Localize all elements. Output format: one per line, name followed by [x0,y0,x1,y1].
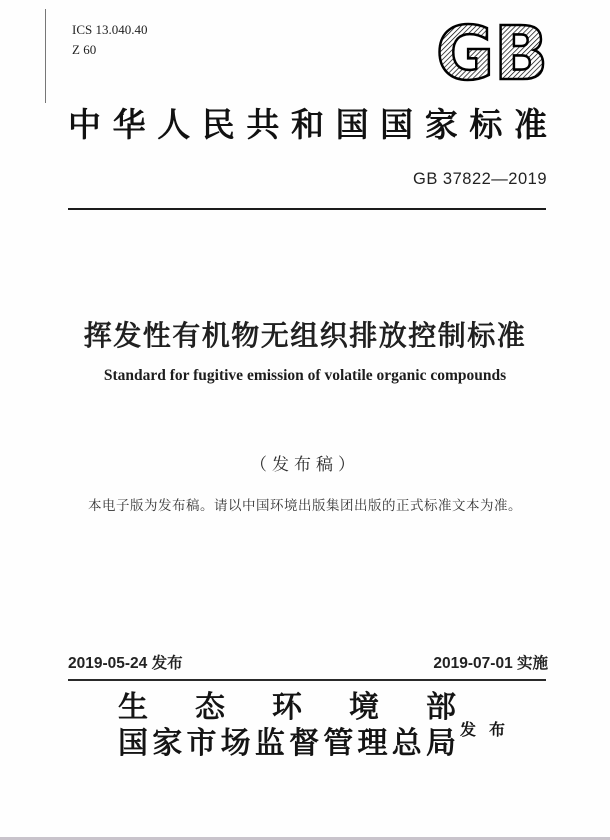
standard-title-chinese: 挥发性有机物无组织排放控制标准 [83,320,527,351]
issuing-authorities [118,690,456,762]
scan-artifact-line [45,9,46,103]
issuer-ministry-ecology: 生 态 环 境 部 [118,691,456,724]
ics-code: ICS 13.040.40 [72,22,148,37]
ics-classification [72,20,147,59]
footer-divider-line [68,679,546,681]
standard-number: GB 37822—2019 [412,170,547,188]
dates-row [68,651,548,673]
implementation-date: 2019-07-01 实施 [433,655,548,672]
issue-date: 2019-05-24 发布 [68,655,183,672]
standard-title-english: Standard for fugitive emission of volatile organic compounds [103,367,507,384]
gb-logo [434,13,550,91]
issued-by-label: 发布 [460,722,519,739]
gb-logo-text: GB [436,13,548,91]
draft-version-label: （发布稿） [250,455,360,474]
electronic-version-note: 本电子版为发布稿。请以中国环境出版集团出版的正式标准文本为准。 [88,498,522,513]
header-divider-line [68,208,546,210]
china-class-code: Z 60 [72,41,97,57]
issuer-market-regulation: 国 家 市 场 监 督 管 理 总 局 [118,727,456,760]
national-standard-title: 中 华 人 民 共 和 国 国 家 标 准 [68,108,547,144]
